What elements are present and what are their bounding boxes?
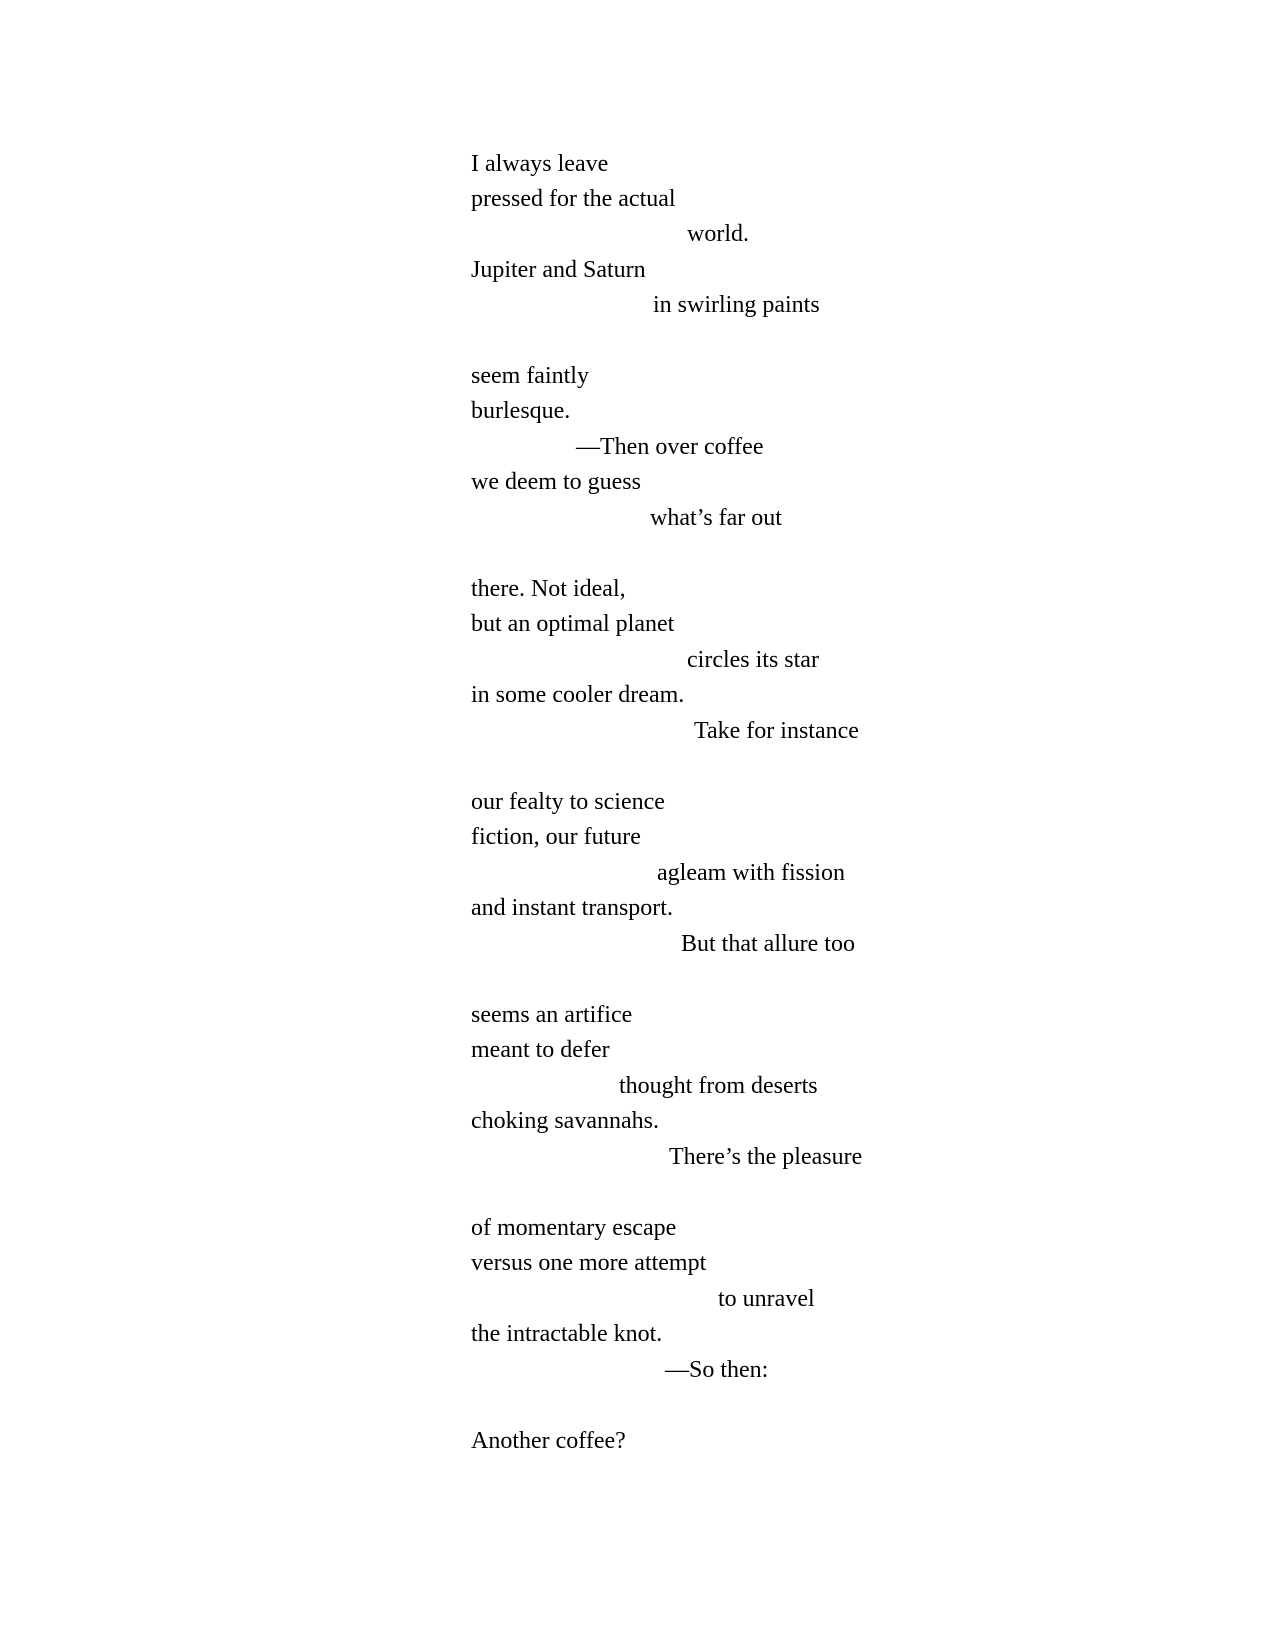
poem-line: fiction, our future [471,824,641,850]
poem-line: —Then over coffee [576,434,764,460]
poem-line: what’s far out [650,505,782,531]
poem-line: —So then: [665,1357,769,1383]
poem-line: Another coffee? [471,1428,626,1454]
poem-line: pressed for the actual [471,186,676,212]
poem-line: choking savannahs. [471,1108,659,1134]
poem-line: circles its star [687,647,819,673]
poem-line: Take for instance [694,718,859,744]
poem-line: the intractable knot. [471,1321,663,1347]
poem-line: of momentary escape [471,1215,677,1241]
poem-line: but an optimal planet [471,611,675,637]
poem-line: thought from deserts [619,1073,818,1099]
poem-line: in swirling paints [653,292,820,318]
poem-line: our fealty to science [471,789,665,815]
poem-line: agleam with fission [657,860,845,886]
poem-line: I always leave [471,151,609,177]
poem-line: to unravel [718,1286,815,1312]
poem-line: There’s the pleasure [669,1144,863,1170]
poem-line: versus one more attempt [471,1250,707,1276]
poem-line: world. [687,221,749,247]
poem-line: But that allure too [681,931,855,957]
poem-line: Jupiter and Saturn [471,257,646,283]
poem-line: burlesque. [471,398,571,424]
poem-line: meant to defer [471,1037,610,1063]
poem-line: seems an artifice [471,1002,633,1028]
poem-line: there. Not ideal, [471,576,626,602]
poem-line: seem faintly [471,363,589,389]
poem-line: and instant transport. [471,895,673,921]
poem-line: in some cooler dream. [471,682,685,708]
poem-line: we deem to guess [471,469,641,495]
